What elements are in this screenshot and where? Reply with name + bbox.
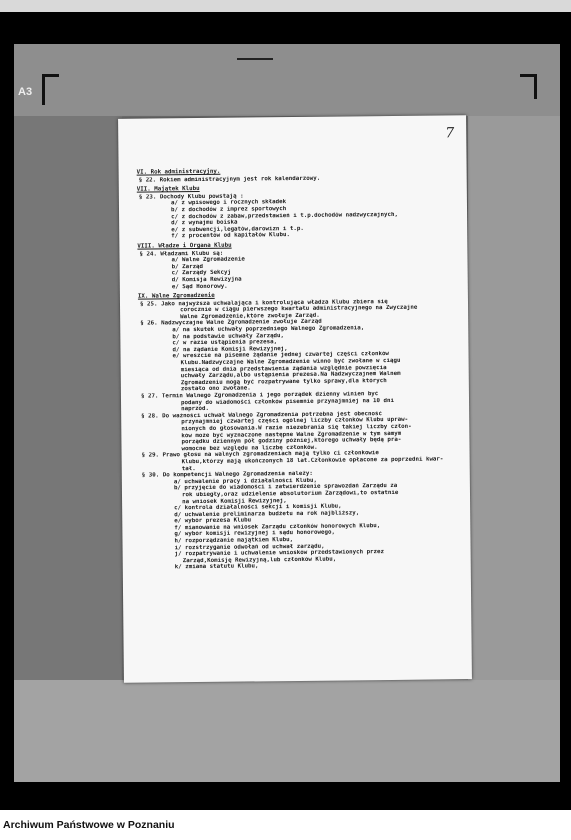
text-line: corocznie w ciągu pierwszego kwartału administracyjnego na Zwyczajne: [180, 304, 418, 314]
text-line: § 30. Do kompetencji Walnego Zgromadzenia należy:: [141, 470, 313, 479]
section-heading: VIII. Władze i Organa Klubu: [137, 242, 232, 250]
text-line: f/ mianowanie na wniosek Zarządu członków honorowych Klubu,: [174, 522, 381, 532]
text-line: ków może być wyznaczone następne Walne Zgromadzenie w tym samym: [181, 430, 402, 439]
text-line: uchwały Zarządu,albo ustąpienia prezesa.Na Nadzwyczajnem Walnem: [180, 371, 401, 380]
section-heading: VI. Rok administracyjny.: [136, 168, 221, 176]
text-line: e/ wybór prezesa Klubu: [174, 517, 252, 525]
document-text: [131, 163, 465, 571]
text-line: Klubu,którzy mają ukończonych 18 lat.Członkowie opłacone za poprzedni kwar-: [181, 456, 444, 466]
text-line: Walne Zgromadzenie,które zwołuje Zarząd.: [180, 312, 320, 321]
text-line: b/ z dochodów z imprez sportowych: [170, 206, 287, 214]
text-line: przynajmniej czwartej części ogólnej liczby członków Klubu upraw-: [181, 417, 409, 426]
text-line: § 25. Jako najwyższa uchwalająca i kontrolująca władza Klubu zbiera się: [139, 298, 388, 308]
text-line: tał.: [181, 465, 196, 472]
frame-label: A3: [18, 86, 33, 98]
text-line: Zarząd,Komisję Rewizyjną,lub członków Klubu,: [182, 556, 337, 565]
text-line: § 27. Termin Walnego Zgromadzenia i jego porządek dzienny winien być: [140, 391, 379, 400]
footer: [0, 810, 571, 840]
text-line: c/ kontrola działalności sekcji i komisji Klubu,: [174, 503, 342, 512]
text-line: j/ rozpatrywanie i uchwalenie wniosków przedstawionych przez: [174, 549, 385, 558]
text-line: § 26. Nadzwyczajne Walne Zgromadzenie zwołuje Zarząd: [140, 319, 322, 328]
text-line: d/ Komisja Rewizyjna: [171, 276, 242, 284]
text-line: na wniosek Komisji Rewizyjnej,: [182, 497, 287, 505]
text-line: podany do wiadomości członków pisemnie przynajmniej na 10 dni: [181, 397, 394, 406]
crop-mark-right: [520, 74, 537, 99]
text-line: § 28. Do ważności uchwał Walnego Zgromadzenia potrzebna jest obecność: [141, 410, 383, 420]
top-bar: [0, 0, 571, 12]
text-line: b/ na podstawie uchwały Zarządu,: [172, 332, 285, 340]
text-line: porządku dziennym pół godziny później,którego uchwały będą pra-: [181, 437, 402, 446]
text-line: Klubu.Nadzwyczajne Walne Zgromadzenie winno być zwołane w ciągu: [180, 357, 401, 367]
text-line: d/ z wynajmu boiska: [171, 219, 238, 227]
text-line: h/ rozporządzanie majątkiem Klubu,: [174, 537, 294, 545]
text-line: e/ Sąd Honorowy.: [171, 283, 228, 290]
section-heading: VII. Majątek Klubu: [136, 186, 200, 193]
text-line: i/ rozstrzyganie odwołań od uchwał zarządu,: [174, 543, 325, 551]
text-line: f/ z procentów od kapitałów Klubu.: [171, 232, 290, 240]
text-line: e/ z subwencji,legatów,darowizn i t.p.: [171, 225, 304, 234]
text-line: zostało ono zwołane.: [180, 385, 251, 393]
text-line: § 23. Dochody Klubu powstają :: [138, 193, 244, 201]
text-line: b/ Zarząd: [171, 263, 204, 271]
section-heading: IX. Walne Zgromadzenie: [137, 292, 215, 300]
text-line: a/ uchwalenie pracy i działalności Klubu,: [173, 477, 317, 485]
film-right-area: [468, 116, 560, 680]
text-line: rok ubiegły,oraz udzielenie absolutorium Zarządowi,to ostatnie: [181, 489, 399, 499]
document-page: [118, 115, 472, 683]
text-line: c/ Zarządy Sekcyj: [171, 269, 232, 277]
film-bottom-area: [14, 680, 560, 782]
text-line: d/ uchwalenie preliminarza budżetu na rok najbliższy,: [174, 510, 360, 518]
text-line: naprzód.: [181, 406, 210, 413]
text-line: Zgromadzeniu mogą być rozpatrywane tylko sprawy,dla których: [180, 377, 387, 387]
text-line: nionych do głosowania.W razie niezebrania się takiej liczby człon-: [181, 423, 412, 433]
archive-name: Archiwum Państwowe w Poznaniu: [3, 819, 175, 831]
text-line: miesiąca od dnia przedstawienia żądania względnie powzięcia: [180, 364, 387, 373]
text-line: § 29. Prawo głosu na walnych zgromadzeniach mają tylko ci członkowie: [141, 450, 379, 459]
text-line: a/ Walne Zgromadzenie: [171, 256, 245, 264]
text-line: c/ w razie ustąpienia prezesa,: [172, 339, 278, 347]
text-line: c/ z dochodów z zabaw,przedstawień i t.p.dochodów nadzwyczajnych,: [171, 211, 398, 220]
film-top-area: [14, 44, 560, 116]
top-mark: [237, 58, 273, 60]
text-line: d/ na żądanie Komisji Rewizyjnej,: [172, 345, 288, 354]
text-line: b/ przyjęcie do wiadomości i zatwierdzenie sprawozdań Zarządu za: [173, 483, 398, 492]
text-line: womocne bez względu na liczbę członków.: [181, 444, 318, 452]
page-number: 7: [445, 125, 455, 142]
text-line: e/ wreszcie na pisemne żądanie jednej czwartej części członków: [172, 351, 389, 360]
text-line: k/ zmiana statutu Klubu,: [174, 563, 259, 571]
crop-mark-left: [42, 74, 59, 105]
text-line: a/ z wpisowego i rocznych składek: [170, 199, 287, 207]
text-line: a/ na skutek uchwały poprzedniego Walnego Zgromadzenia,: [172, 325, 365, 334]
film-left-area: [14, 116, 122, 680]
text-line: § 22. Rokiem administracyjnym jest rok kalendarzowy.: [138, 175, 321, 184]
text-line: § 24. Władzami Klubu są:: [139, 250, 224, 258]
text-line: g/ wybór komisji rewizyjnej i sądu honorowego,: [174, 530, 335, 538]
